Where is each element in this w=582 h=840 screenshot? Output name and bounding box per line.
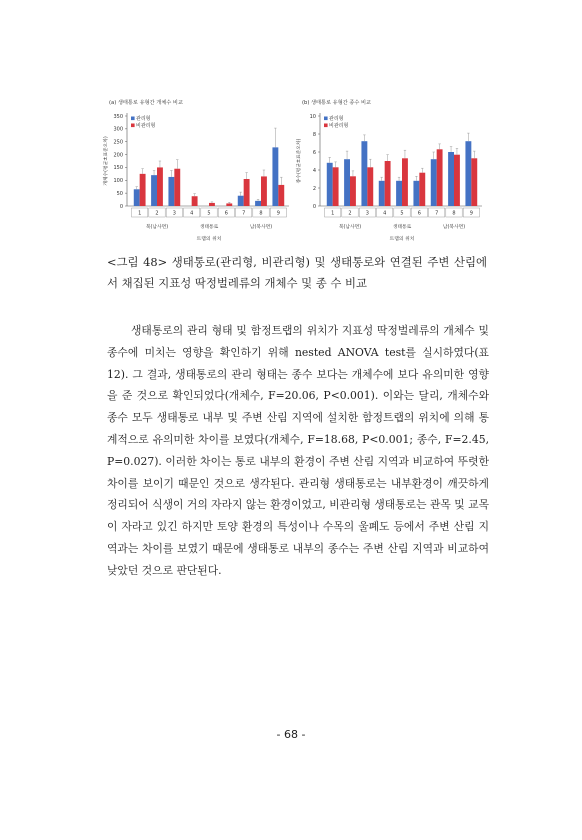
richness-category-label: 1	[331, 210, 335, 217]
abundance-legend-label: 비관리형	[136, 123, 156, 129]
abundance-y-tick-label: 0	[119, 203, 123, 210]
page-number: - 68 -	[276, 728, 306, 741]
abundance-bar-비관리형	[140, 174, 146, 206]
richness-category-label: 4	[383, 210, 387, 217]
abundance-chart	[101, 98, 296, 248]
abundance-legend-label: 관리형	[136, 116, 151, 122]
richness-category-label: 3	[365, 210, 369, 217]
abundance-category-label: 8	[259, 210, 263, 217]
abundance-category-label: 9	[276, 210, 280, 217]
richness-legend-label: 관리형	[329, 116, 344, 122]
richness-category-label: 6	[417, 210, 421, 217]
abundance-bar-비관리형	[157, 167, 163, 206]
richness-bar-비관리형	[350, 176, 356, 206]
abundance-bar-관리형	[151, 175, 157, 206]
richness-bar-비관리형	[402, 158, 408, 206]
abundance-bar-관리형	[255, 201, 261, 206]
abundance-chart-svg	[101, 98, 296, 248]
abundance-group-label: 남(북사면)	[249, 225, 273, 230]
richness-bar-비관리형	[437, 149, 443, 206]
richness-legend-swatch	[324, 124, 328, 128]
abundance-bar-비관리형	[192, 196, 198, 206]
richness-bar-관리형	[413, 181, 419, 206]
caption-line-1: <그림 48> 생태통로(관리형, 비관리형) 및 생태통로와 연결된 주변 산림에	[107, 255, 487, 269]
richness-category-label: 5	[400, 210, 404, 217]
abundance-bar-비관리형	[278, 185, 284, 206]
richness-title: (b) 생태통로 유형간 종수 비교	[302, 100, 372, 106]
abundance-bar-비관리형	[174, 169, 180, 206]
richness-y-axis-label: 종수(평균±표준오차)	[297, 138, 302, 184]
abundance-group-label: 북(남사면)	[145, 225, 169, 230]
abundance-group-label: 생태통로	[199, 225, 219, 230]
abundance-bar-비관리형	[244, 179, 250, 206]
abundance-bar-관리형	[168, 177, 174, 206]
richness-y-tick-label: 2	[312, 185, 316, 192]
richness-bar-비관리형	[367, 167, 373, 206]
figure-caption	[107, 252, 487, 294]
richness-y-tick-label: 10	[309, 113, 316, 120]
abundance-category-label: 5	[207, 210, 211, 217]
richness-category-label: 9	[469, 210, 473, 217]
species-richness-chart-svg	[294, 98, 489, 248]
richness-y-tick-label: 6	[312, 149, 316, 156]
abundance-bar-관리형	[134, 189, 140, 206]
abundance-category-label: 2	[155, 210, 159, 217]
richness-x-axis-label: 트랩의 위치	[389, 237, 415, 242]
richness-bar-비관리형	[471, 158, 477, 206]
abundance-x-axis-label: 트랩의 위치	[196, 237, 222, 242]
body-text	[107, 320, 489, 582]
richness-bar-비관리형	[454, 155, 460, 206]
abundance-y-axis-label: 개체수(평균±표준오차)	[104, 136, 109, 186]
richness-y-tick-label: 0	[312, 203, 316, 210]
richness-bar-관리형	[327, 163, 333, 206]
richness-legend-label: 비관리형	[329, 123, 349, 129]
abundance-y-tick-label: 150	[113, 165, 123, 172]
richness-y-tick-label: 8	[312, 131, 316, 138]
abundance-y-tick-label: 200	[113, 152, 123, 159]
richness-y-tick-label: 4	[312, 167, 316, 174]
richness-category-label: 7	[435, 210, 439, 217]
abundance-category-label: 4	[190, 210, 194, 217]
richness-category-label: 8	[452, 210, 456, 217]
richness-group-label: 남(북사면)	[442, 225, 466, 230]
richness-bar-비관리형	[333, 167, 339, 206]
abundance-category-label: 7	[242, 210, 246, 217]
abundance-bar-비관리형	[226, 203, 232, 206]
abundance-category-label: 3	[172, 210, 176, 217]
richness-bar-비관리형	[419, 173, 425, 206]
richness-group-label: 생태통로	[392, 225, 412, 230]
richness-bar-관리형	[344, 159, 350, 206]
abundance-bar-비관리형	[209, 203, 215, 206]
body-paragraph: 생태통로의 관리 형태 및 함정트랩의 위치가 지표성 딱정벌레류의 개체수 및 종수에 미치는 영향을 확인하기 위해 nested ANOVA test를 실시하였다(표 12). 그 결과, 생태통로의 관리 형태는 종수 보다는 개체수에 보다 유의미한 영향을 준 것으로 확인되었다(개체수, F=20.06, P<0.001). 이와는 달리, 개체수와 종수 모두 생태통로 내부 및 주변 산림 지역에 설치한 함정트랩의 위치에 의해 통계적으로 유의미한 차이를 보였다(개체수, F=18.68, P<0.001; 종수, F=2.45, P=0.027). 이러한 차이는 통로 내부의 환경이 주변 산림 지역과 비교하여 뚜렷한 차이를 보이기 때문인 것으로 생각된다. 관리형 생태통로는 내부환경이 깨끗하게 정리되어 식생이 거의 자라지 않는 환경이었고, 비관리형 생태통로는 관목 및 교목이 자라고 있긴 하지만 토양 환경의 특성이나 수목의 울폐도 등에서 주변 산림 지역과는 차이를 보였기 때문에 생태통로 내부의 종수는 주변 산림 지역과 비교하여 낮았던 것으로 판단된다.	[107, 324, 489, 577]
abundance-category-label: 6	[224, 210, 228, 217]
richness-bar-관리형	[379, 181, 385, 206]
abundance-bar-관리형	[238, 196, 244, 206]
abundance-bar-비관리형	[261, 176, 267, 206]
richness-bar-비관리형	[385, 161, 391, 206]
richness-bar-관리형	[448, 152, 454, 206]
abundance-y-tick-label: 250	[113, 139, 123, 146]
richness-bar-관리형	[431, 159, 437, 206]
abundance-legend-swatch	[131, 124, 135, 128]
abundance-y-tick-label: 50	[116, 190, 123, 197]
abundance-title: (a) 생태통로 유형간 개체수 비교	[109, 100, 183, 106]
richness-legend-swatch	[324, 117, 328, 121]
richness-group-label: 북(남사면)	[338, 225, 362, 230]
abundance-bar-관리형	[272, 147, 278, 206]
species-richness-chart	[294, 98, 489, 248]
richness-bar-관리형	[396, 181, 402, 206]
richness-bar-관리형	[361, 141, 367, 206]
richness-category-label: 2	[348, 210, 352, 217]
abundance-y-tick-label: 100	[113, 178, 123, 185]
caption-line-2: 서 채집된 지표성 딱정벌레류의 개체수 및 종 수 비교	[107, 276, 368, 290]
richness-bar-관리형	[465, 141, 471, 206]
abundance-y-tick-label: 350	[113, 113, 123, 120]
abundance-legend-swatch	[131, 117, 135, 121]
abundance-y-tick-label: 300	[113, 126, 123, 133]
abundance-category-label: 1	[138, 210, 142, 217]
